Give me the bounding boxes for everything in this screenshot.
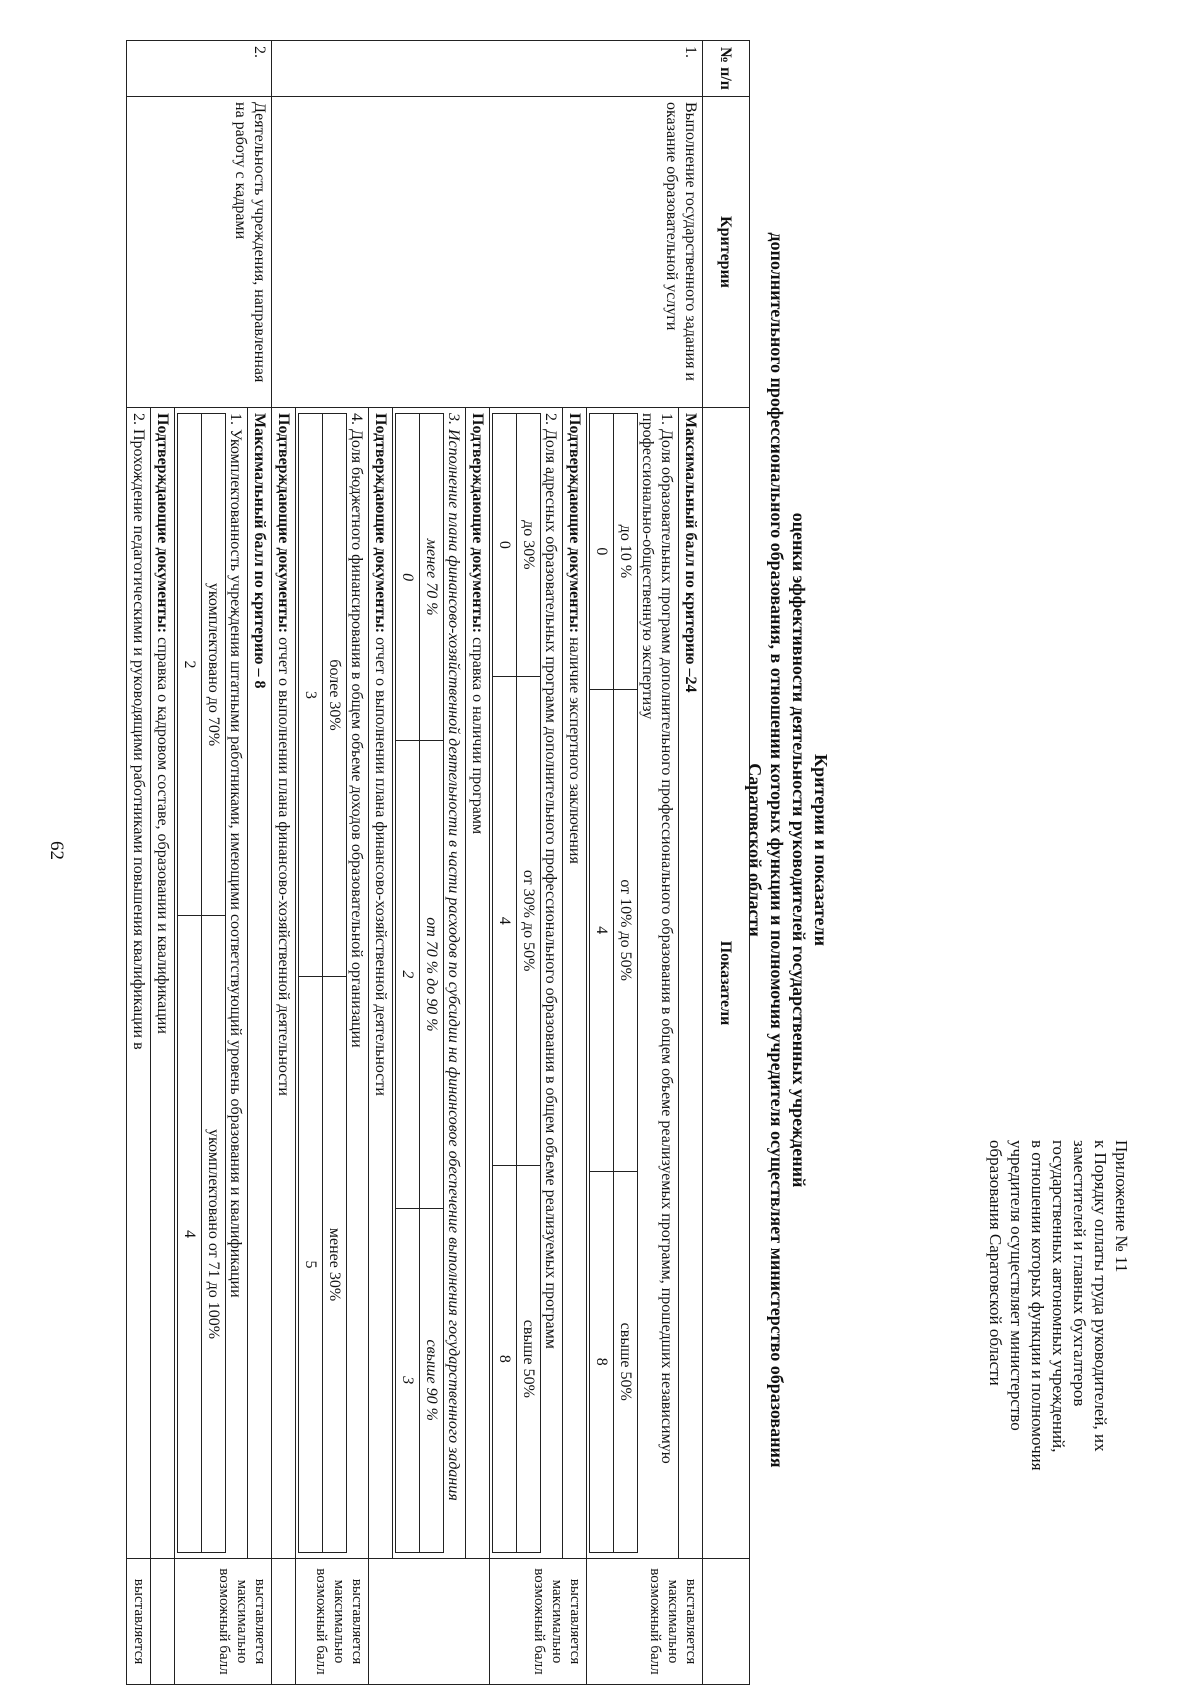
table-row — [679, 41, 703, 1685]
score-note: выставляется максимально возможный балл — [490, 1559, 587, 1685]
title-line: Критерии и показатели — [811, 754, 831, 946]
indicator-text: 2. Прохождение педагогическими и руководящими работниками повышения квалификации в — [127, 408, 151, 1559]
criterion-name: Деятельность учреждения, направленная на работу с кадрами — [127, 97, 272, 408]
range-label: свыше 50% — [614, 1171, 638, 1553]
indicator-cell — [175, 408, 248, 1559]
score-value: 0 — [590, 414, 614, 690]
score-scale — [177, 413, 226, 1553]
criterion-name: Выполнение государственного задания и оказание образовательной услуги — [272, 97, 703, 408]
score-value: 0 — [396, 414, 420, 741]
score-note — [272, 1559, 296, 1685]
criteria-table — [126, 40, 750, 1685]
title-line: Саратовской области — [745, 763, 765, 937]
score-value: 4 — [590, 689, 614, 1171]
header-num: № п/п — [703, 41, 750, 97]
score-note: выставляется максимально возможный балл — [587, 1559, 703, 1685]
range-label: до 10 % — [614, 414, 638, 690]
supporting-docs — [466, 408, 490, 1559]
score-scale — [589, 413, 638, 1553]
score-scale — [298, 413, 347, 1553]
range-label: от 70 % до 90 % — [420, 741, 444, 1208]
appendix-line: заместителей и главных бухгалтеров — [1070, 1140, 1089, 1407]
indicator-cell — [587, 408, 679, 1559]
indicator-text: 3. Исполнение плана финансово-хозяйственной деятельности в части расходов по субсидии на финансовое обеспечение выполнения государственного задания — [445, 413, 462, 1501]
range-label: от 30% до 50% — [517, 676, 541, 1165]
docs-label: Подтверждающие документы: — [275, 413, 292, 634]
score-value: 2 — [178, 414, 202, 916]
appendix-line: Приложение № 11 — [1112, 1140, 1131, 1273]
score-scale — [492, 413, 541, 1553]
indicator-cell — [393, 408, 466, 1559]
indicator-cell — [296, 408, 369, 1559]
score-value: 8 — [590, 1171, 614, 1553]
score-value: 8 — [493, 1165, 517, 1552]
range-label: до 30% — [517, 414, 541, 677]
criterion-number: 1. — [272, 41, 703, 97]
range-label: укомплектовано от 71 до 100% — [202, 916, 226, 1553]
range-label: укомплектовано до 70% — [202, 414, 226, 916]
max-score: Максимальный балл по критерию –24 — [679, 408, 703, 1559]
docs-label: Подтверждающие документы: — [566, 413, 583, 634]
table-header-row — [703, 41, 750, 1685]
supporting-docs — [369, 408, 393, 1559]
docs-label: Подтверждающие документы: — [372, 413, 389, 634]
appendix-header — [985, 1140, 1132, 1600]
score-value: 0 — [493, 414, 517, 677]
title-line: дополнительного профессионального образования, в отношении которых функции и полномочия учредителя осуществляет министерство образования — [767, 232, 787, 1468]
docs-label: Подтверждающие документы: — [154, 413, 171, 634]
appendix-line: к Порядку оплаты труда руководителей, их — [1091, 1140, 1110, 1452]
max-score: Максимальный балл по критерию – 8 — [248, 408, 272, 1559]
supporting-docs — [563, 408, 587, 1559]
score-value: 4 — [493, 676, 517, 1165]
score-value: 4 — [178, 916, 202, 1553]
score-value: 2 — [396, 741, 420, 1208]
indicator-text: 1. Доля образовательных программ дополнительного профессионального образования в общем объеме реализуемых программ, прошедших независимую профессионально-общественную экспертизу — [639, 413, 675, 1464]
page-number: 62 — [46, 841, 67, 860]
range-label: свыше 90 % — [420, 1208, 444, 1553]
supporting-docs — [272, 408, 296, 1559]
range-label: менее 30% — [323, 977, 347, 1553]
indicator-text: 4. Доля бюджетного финансирования в общем объеме доходов образовательной организации — [348, 413, 365, 1048]
score-note: выставляется максимально возможный балл — [296, 1559, 369, 1685]
score-scale — [395, 413, 444, 1553]
score-value: 3 — [396, 1208, 420, 1553]
header-indicators: Показатели — [703, 408, 750, 1559]
docs-text: наличие экспертного заключения — [566, 633, 583, 864]
score-value: 3 — [299, 414, 323, 977]
header-criteria: Критерии — [703, 97, 750, 408]
score-note — [151, 1559, 175, 1685]
score-note: выставляется максимально возможный балл — [175, 1559, 272, 1685]
indicator-text: 2. Доля адресных образовательных программ дополнительного профессионального образования в общем объеме реализуемых программ — [542, 413, 559, 1349]
docs-text: справка о наличии программ — [469, 633, 486, 835]
supporting-docs — [151, 408, 175, 1559]
docs-label: Подтверждающие документы: — [469, 413, 486, 634]
score-value: 5 — [299, 977, 323, 1553]
table-row — [248, 41, 272, 1685]
score-note — [369, 1559, 490, 1685]
score-note: выставляется — [127, 1559, 151, 1685]
appendix-line: государственных автономных учреждений, — [1049, 1140, 1068, 1453]
range-label: свыше 50% — [517, 1165, 541, 1552]
document-title — [744, 120, 832, 1580]
header-note — [703, 1559, 750, 1685]
docs-text: отчет о выполнении плана финансово-хозяйственной деятельности — [372, 633, 389, 1096]
docs-text: отчет о выполнении плана финансово-хозяйственной деятельности — [275, 633, 292, 1096]
criterion-number: 2. — [127, 41, 272, 97]
indicator-text: 1. Укомплектованность учреждения штатными работниками, имеющими соответствующий уровень образования и квалификации — [227, 413, 244, 1298]
title-line: оценки эффективности деятельности руководителей государственных учреждений — [789, 512, 809, 1188]
appendix-line: учредителя осуществляет министерство — [1007, 1140, 1026, 1431]
range-label: менее 70 % — [420, 414, 444, 741]
appendix-line: в отношении которых функции и полномочия — [1028, 1140, 1047, 1471]
docs-text: справка о кадровом составе, образовании и квалификации — [154, 633, 171, 1034]
range-label: от 10% до 50% — [614, 689, 638, 1171]
appendix-line: образования Саратовской области — [986, 1140, 1005, 1386]
indicator-cell — [490, 408, 563, 1559]
range-label: более 30% — [323, 414, 347, 977]
